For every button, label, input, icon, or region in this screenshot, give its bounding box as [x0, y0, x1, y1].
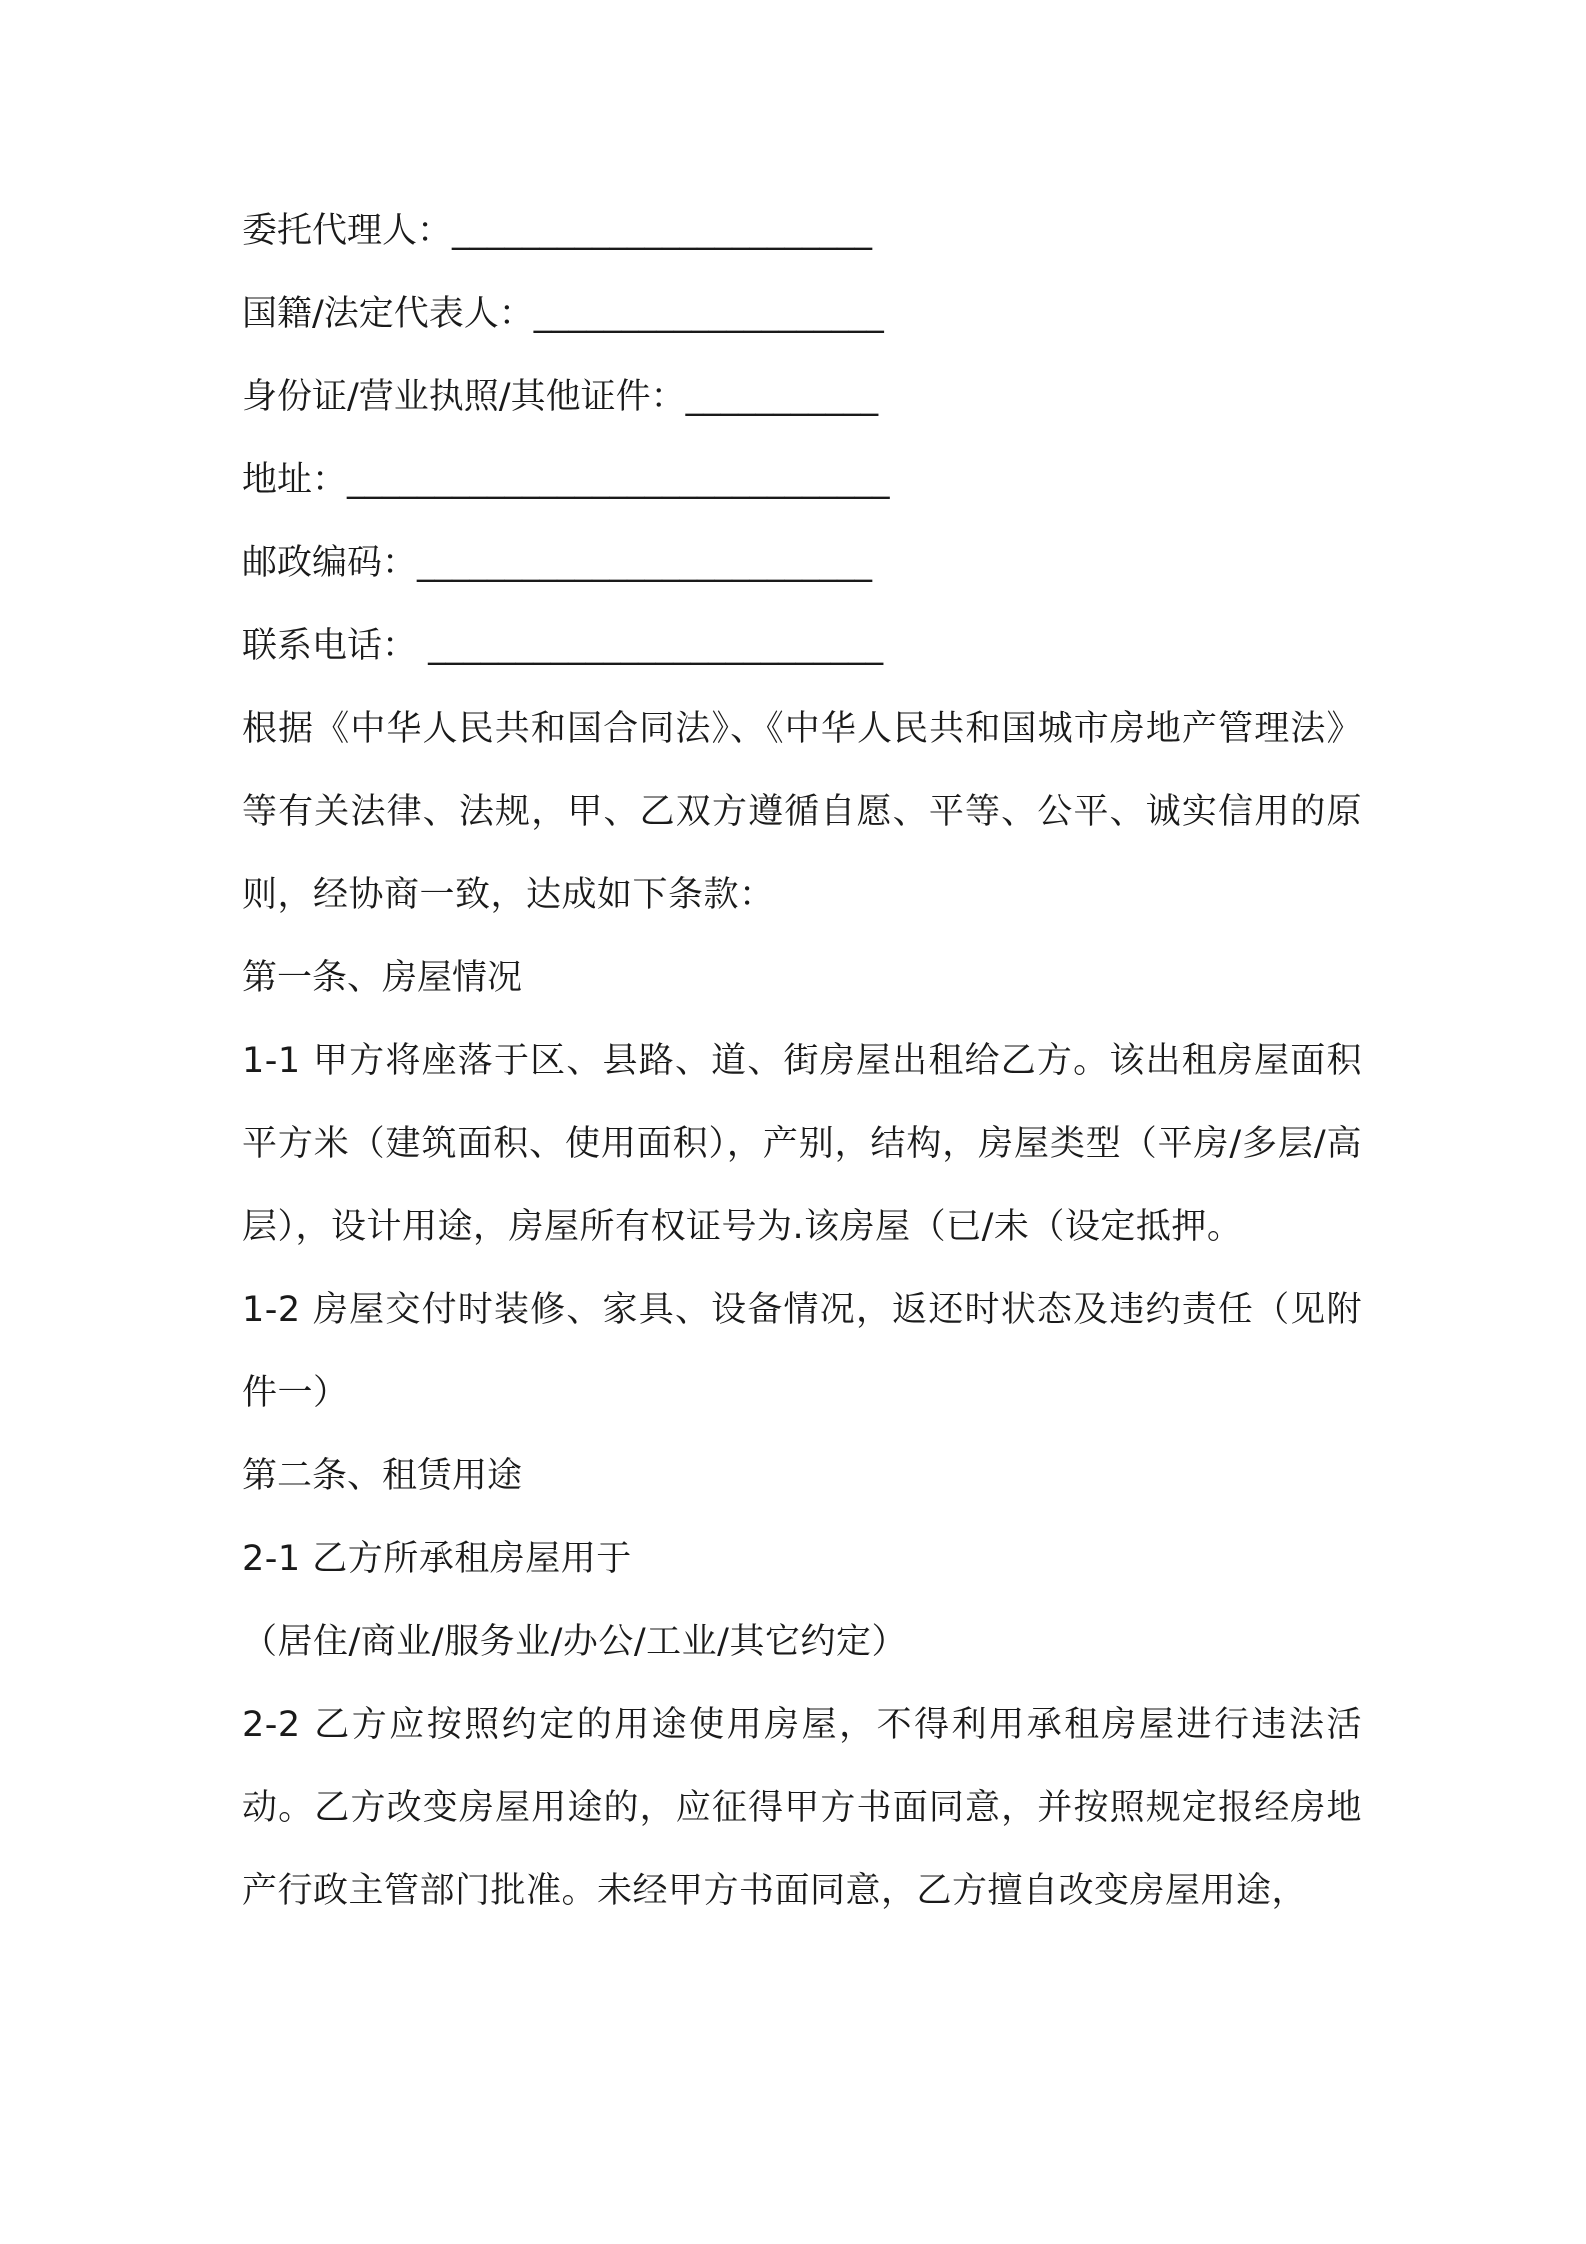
field-id-document	[242, 356, 1362, 439]
field-blank: __________________________	[417, 626, 884, 666]
clause-2-1-options: （居住/商业/服务业/办公/工业/其它约定）	[242, 1622, 907, 1662]
field-phone	[242, 605, 1362, 688]
field-postal-code	[242, 522, 1362, 605]
field-address	[242, 439, 1362, 522]
field-agent	[242, 190, 1362, 273]
field-blank: _______________________________	[347, 460, 890, 500]
field-blank: ____________________	[533, 294, 884, 334]
document-page	[242, 190, 1362, 1933]
field-blank: __________________________	[417, 543, 873, 583]
clause-2-1: 2-1 乙方所承租房屋用于	[242, 1539, 632, 1579]
article-2-heading: 第二条、租赁用途	[242, 1456, 523, 1496]
clause-1-1: 1-1 甲方将座落于区、县路、道、街房屋出租给乙方。该出租房屋面积平方米（建筑面积、使用面积），产别，结构，房屋类型（平房/多层/高层），设计用途，房屋所有权证号为.该房屋（已/未（设定抵押。	[242, 1041, 1362, 1247]
field-blank: ___________	[685, 377, 879, 417]
clause-1-2: 1-2 房屋交付时装修、家具、设备情况，返还时状态及违约责任（见附件一）	[242, 1290, 1362, 1413]
field-label: 地址：	[242, 460, 348, 500]
field-label: 邮政编码：	[242, 543, 418, 583]
field-label: 委托代理人：	[242, 211, 453, 251]
field-blank: ________________________	[452, 211, 873, 251]
field-nationality-legal-rep	[242, 273, 1362, 356]
article-1-heading: 第一条、房屋情况	[242, 958, 523, 998]
field-label: 身份证/营业执照/其他证件：	[242, 377, 686, 417]
intro-paragraph: 根据《中华人民共和国合同法》、《中华人民共和国城市房地产管理法》等有关法律、法规，甲、乙双方遵循自愿、平等、公平、诚实信用的原则，经协商一致，达成如下条款：	[242, 709, 1362, 915]
clause-2-2: 2-2 乙方应按照约定的用途使用房屋，不得利用承租房屋进行违法活动。乙方改变房屋用途的，应征得甲方书面同意，并按照规定报经房地产行政主管部门批准。未经甲方书面同意，乙方擅自改变房屋用途，	[242, 1705, 1362, 1911]
field-label: 联系电话：	[242, 626, 418, 666]
field-label: 国籍/法定代表人：	[242, 294, 534, 334]
